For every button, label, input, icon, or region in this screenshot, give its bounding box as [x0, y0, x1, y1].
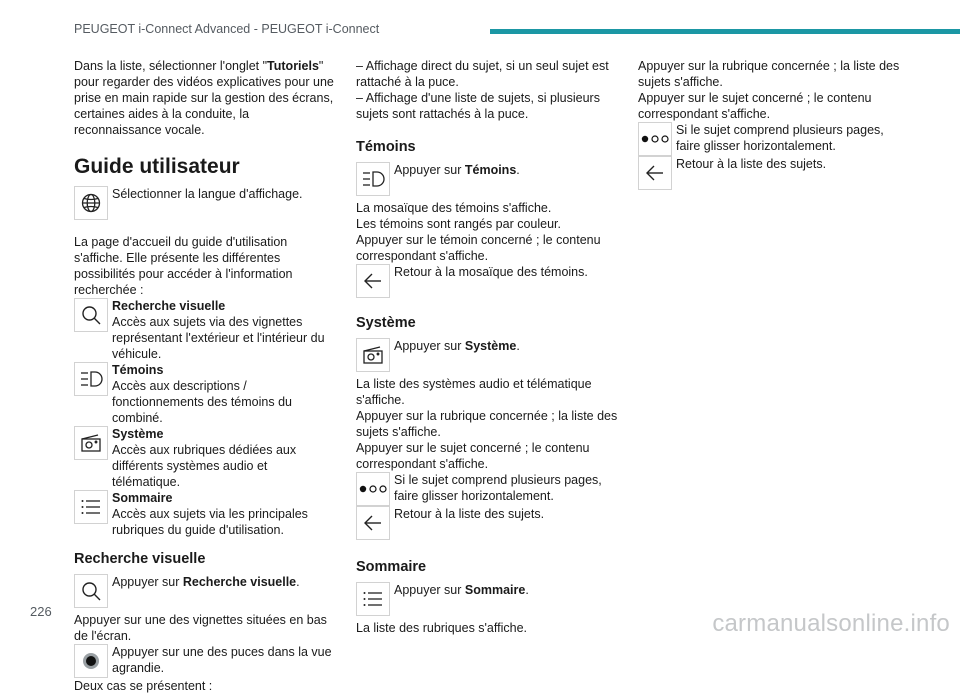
temoins-line-2: Les témoins sont rangés par couleur. — [356, 217, 561, 231]
language-text: Sélectionner la langue d'affichage. — [112, 187, 303, 201]
rv-vignettes-text: Appuyer sur une des vignettes situées en bas de l'écran. — [74, 613, 327, 643]
list-icon[interactable] — [356, 582, 390, 616]
column-3 — [638, 58, 902, 190]
column-2 — [356, 58, 620, 636]
header-title: PEUGEOT i-Connect Advanced - PEUGEOT i-Connect — [74, 22, 380, 36]
globe-icon[interactable] — [74, 186, 108, 220]
temoins-back-row — [356, 264, 620, 298]
col3-pages-text: Si le sujet comprend plusieurs pages, faire glisser horizontalement. — [676, 123, 884, 153]
item-systeme-text: Accès aux rubriques dédiées aux différents systèmes audio et télématique. — [112, 443, 297, 489]
item-recherche-title: Recherche visuelle — [112, 299, 226, 313]
heading-recherche-visuelle: Recherche visuelle — [74, 551, 206, 567]
page-dots-icon[interactable] — [638, 122, 672, 156]
item-sommaire-title: Sommaire — [112, 491, 173, 505]
back-arrow-icon[interactable] — [356, 264, 390, 298]
systeme-pages-text: Si le sujet comprend plusieurs pages, faire glisser horizontalement. — [394, 473, 602, 503]
temoins-line-1: La mosaïque des témoins s'affiche. — [356, 201, 552, 215]
system-icon[interactable] — [74, 426, 108, 460]
back-arrow-icon[interactable] — [356, 506, 390, 540]
heading-temoins: Témoins — [356, 139, 416, 155]
col3-line-1: Appuyer sur la rubrique concernée ; la liste des sujets s'affiche. — [638, 59, 900, 89]
item-temoins-title: Témoins — [112, 363, 164, 377]
search-icon[interactable] — [74, 298, 108, 332]
list-icon[interactable] — [74, 490, 108, 524]
heading-systeme: Système — [356, 315, 416, 331]
rv-dot-row — [74, 644, 338, 678]
col3-line-2: Appuyer sur le sujet concerné ; le contenu correspondant s'affiche. — [638, 91, 872, 121]
back-arrow-icon[interactable] — [638, 156, 672, 190]
item-temoins-text: Accès aux descriptions / fonctionnements des témoins du combiné. — [112, 379, 292, 425]
search-icon[interactable] — [74, 574, 108, 608]
item-systeme-title: Système — [112, 427, 164, 441]
case-2: – Affichage d'une liste de sujets, si plusieurs sujets sont rattachés à la puce. — [356, 91, 600, 121]
case-1: – Affichage direct du sujet, si un seul sujet est rattaché à la puce. — [356, 59, 609, 89]
temoins-line-3: Appuyer sur le témoin concerné ; le contenu correspondant s'affiche. — [356, 233, 601, 263]
home-text: La page d'accueil du guide d'utilisation s'affiche. Elle présente les différentes possibilités pour accéder à l'information recherchée : — [74, 235, 293, 297]
item-temoins — [74, 362, 338, 426]
systeme-back-row — [356, 506, 620, 540]
warning-lights-icon[interactable] — [74, 362, 108, 396]
item-recherche-text: Accès aux sujets via des vignettes représentant l'extérieur et l'intérieur du véhicule. — [112, 315, 325, 361]
item-sommaire-text: Accès aux sujets via les principales rubriques du guide d'utilisation. — [112, 507, 308, 537]
page-number: 226 — [30, 604, 52, 619]
rv-cases-text: Deux cas se présentent : — [74, 679, 213, 693]
warning-lights-icon[interactable] — [356, 162, 390, 196]
systeme-line-2: Appuyer sur la rubrique concernée ; la liste des sujets s'affiche. — [356, 409, 618, 439]
item-systeme — [74, 426, 338, 490]
language-row — [74, 186, 338, 220]
dot-icon[interactable] — [74, 644, 108, 678]
systeme-line-1: La liste des systèmes audio et télématique s'affiche. — [356, 377, 592, 407]
system-icon[interactable] — [356, 338, 390, 372]
systeme-pages-row — [356, 472, 620, 506]
systeme-back-text: Retour à la liste des sujets. — [394, 507, 545, 521]
temoins-back-text: Retour à la mosaïque des témoins. — [394, 265, 588, 279]
rv-press-row: Appuyer sur Recherche visuelle. — [74, 574, 338, 608]
temoins-press-row: Appuyer sur Témoins. — [356, 162, 620, 196]
watermark: carmanualsonline.info — [712, 610, 950, 637]
header-accent-bar — [490, 29, 960, 34]
sommaire-line-1: La liste des rubriques s'affiche. — [356, 621, 528, 635]
col3-back-text: Retour à la liste des sujets. — [676, 157, 827, 171]
col3-back-row — [638, 156, 902, 190]
systeme-line-3: Appuyer sur le sujet concerné ; le contenu correspondant s'affiche. — [356, 441, 590, 471]
column-1 — [74, 58, 338, 694]
intro-paragraph: Dans la liste, sélectionner l'onglet "Tutoriels" pour regarder des vidéos explicatives pour une prise en main rapide sur la gestion des écrans, certaines aides à la conduite, la reconnaissance vocale. — [74, 59, 334, 137]
item-sommaire — [74, 490, 338, 538]
heading-guide-utilisateur: Guide utilisateur — [74, 155, 240, 178]
page-dots-icon[interactable] — [356, 472, 390, 506]
col3-pages-row — [638, 122, 902, 156]
sommaire-press-row: Appuyer sur Sommaire. — [356, 582, 620, 616]
heading-sommaire: Sommaire — [356, 559, 427, 575]
rv-dot-text: Appuyer sur une des puces dans la vue agrandie. — [112, 645, 332, 675]
systeme-press-row: Appuyer sur Système. — [356, 338, 620, 372]
item-recherche-visuelle — [74, 298, 338, 362]
